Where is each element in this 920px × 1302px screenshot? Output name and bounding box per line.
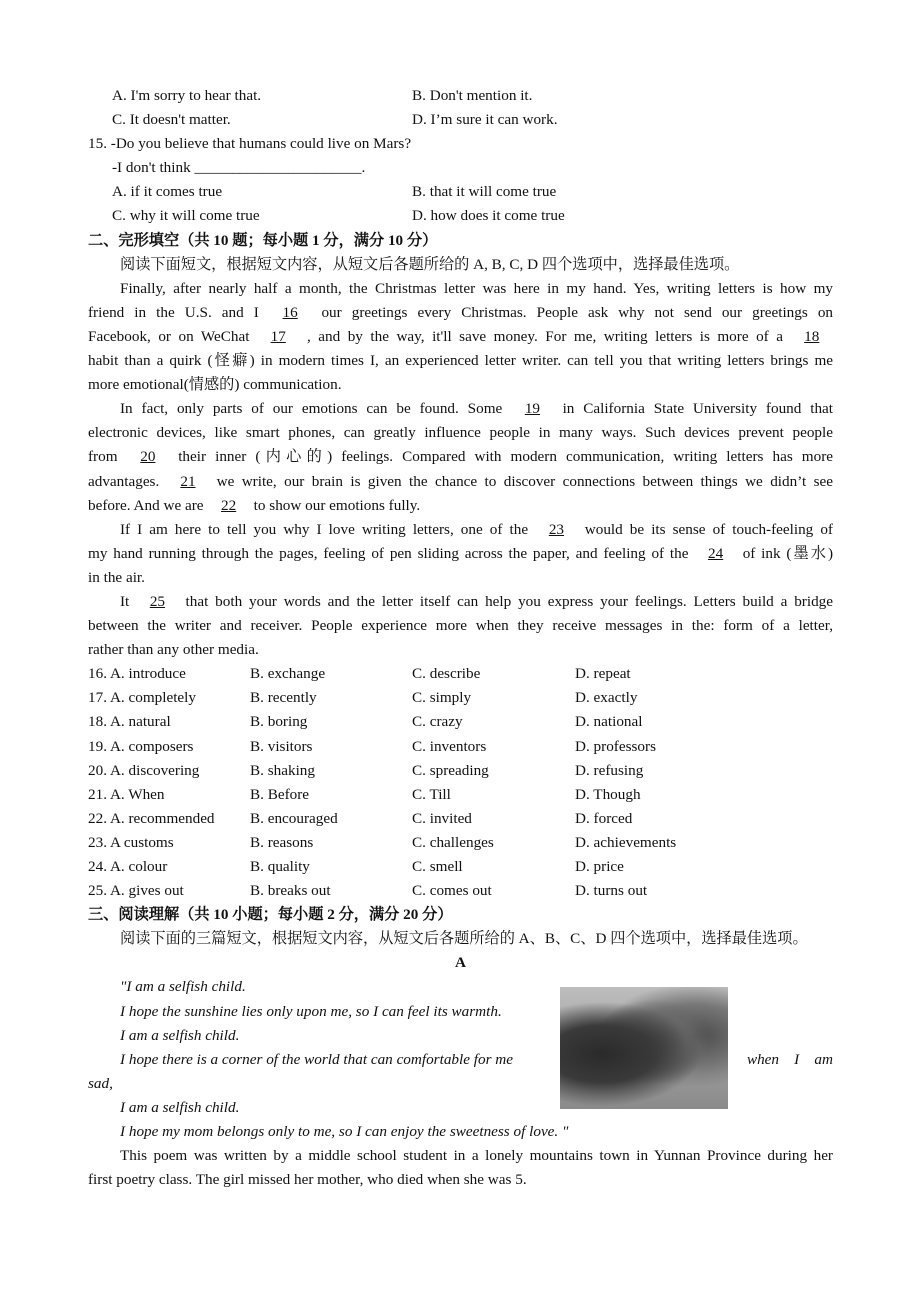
option-text: 22. A. recommended bbox=[88, 809, 215, 827]
option-row bbox=[88, 180, 833, 204]
passage-line: before. And we are 22 to show our emotions fully. bbox=[88, 496, 421, 514]
passage-line: Finally, after nearly half a month, the Christmas letter was here in my hand. Yes, writing letters is how my bbox=[120, 279, 833, 297]
cloze-option-row bbox=[88, 879, 833, 903]
poem-line: I hope there is a corner of the world that can comfortable for me when I am bbox=[88, 1048, 833, 1072]
option-text: B. quality bbox=[250, 858, 310, 875]
option-text: C. Till bbox=[412, 785, 451, 803]
option-text: B. breaks out bbox=[250, 882, 331, 900]
answer-blank: 24 bbox=[707, 544, 724, 562]
section-instruction: 阅读下面的三篇短文，根据短文内容，从短文后各题所给的 A、B、C、D 四个选项中，选择最佳选项。 bbox=[120, 930, 808, 948]
option-text: B. reasons bbox=[250, 833, 314, 851]
poem-line: "I am a selfish child. bbox=[120, 978, 246, 996]
section-instruction: 阅读下面短文，根据短文内容，从短文后各题所给的 A, B, C, D 四个选项中，选择最佳选项。 bbox=[120, 255, 740, 273]
option-text: 24. A. colour bbox=[88, 858, 168, 875]
answer-blank: 17 bbox=[270, 327, 286, 345]
option-text: B. recently bbox=[250, 689, 317, 707]
option-text: D. refusing bbox=[575, 761, 644, 779]
question-stem: 15. -Do you believe that humans could live on Mars? bbox=[88, 135, 412, 153]
section-heading: 二、完形填空（共 10 题；每小题 1 分，满分 10 分） bbox=[88, 231, 438, 249]
answer-blank: 22 bbox=[221, 496, 237, 514]
option-text: B. boring bbox=[250, 713, 308, 731]
passage-line: friend in the U.S. and I 16 our greetings every Christmas. People ask why not send our greetings on bbox=[88, 303, 833, 321]
option-text: 25. A. gives out bbox=[88, 882, 184, 900]
option-text: C. invited bbox=[412, 809, 472, 827]
cloze-option-row bbox=[88, 783, 833, 807]
option-text: 16. A. introduce bbox=[88, 665, 186, 683]
poem-line: I hope my mom belongs only to me, so I can enjoy the sweetness of love. " bbox=[120, 1123, 569, 1141]
passage-line: It 25 that both your words and the letter itself can help you express your feelings. Letters build a bridge bbox=[120, 592, 833, 610]
cloze-option-row bbox=[88, 686, 833, 710]
option-text: 19. A. composers bbox=[88, 737, 194, 755]
option-text: D. national bbox=[575, 713, 643, 731]
answer-blank: 19 bbox=[524, 400, 541, 418]
option-text: D. how does it come true bbox=[412, 207, 565, 225]
option-text: B. exchange bbox=[250, 665, 326, 683]
cloze-option-row bbox=[88, 662, 833, 686]
passage-photo bbox=[560, 987, 728, 1109]
option-text: C. challenges bbox=[412, 833, 494, 851]
passage-line: In fact, only parts of our emotions can be found. Some 19 in California State University found that bbox=[120, 400, 833, 418]
option-row bbox=[88, 84, 833, 108]
answer-blank: 21 bbox=[180, 472, 196, 490]
exam-document bbox=[88, 84, 833, 1192]
cloze-option-row bbox=[88, 831, 833, 855]
answer-blank: 18 bbox=[804, 327, 820, 345]
passage-line: rather than any other media. bbox=[88, 641, 259, 659]
option-text: C. inventors bbox=[412, 737, 487, 755]
option-text: C. comes out bbox=[412, 882, 492, 900]
section-heading: 三、阅读理解（共 10 小题；每小题 2 分，满分 20 分） bbox=[88, 906, 453, 924]
passage-label: A bbox=[455, 954, 466, 972]
option-text: D. price bbox=[575, 858, 624, 875]
option-text: A. I'm sorry to hear that. bbox=[112, 87, 262, 104]
option-text: B. that it will come true bbox=[412, 183, 557, 201]
option-row bbox=[88, 108, 833, 132]
option-text: B. visitors bbox=[250, 737, 313, 755]
passage-line: advantages. 21 we write, our brain is given the chance to discover connections between things we didn’t see bbox=[88, 472, 833, 490]
cloze-option-row bbox=[88, 710, 833, 734]
option-text: D. forced bbox=[575, 809, 633, 827]
option-text: C. crazy bbox=[412, 713, 463, 731]
passage-line: Facebook, or on WeChat 17 , and by the way, it'll save money. For me, writing letters is more of a 18 bbox=[88, 325, 833, 349]
passage-line: This poem was written by a middle school student in a lonely mountains town in Yunnan Province during her bbox=[120, 1147, 833, 1165]
passage-line: first poetry class. The girl missed her mother, who died when she was 5. bbox=[88, 1171, 527, 1189]
passage-line: from 20 their inner (内心的) feelings. Compared with modern communication, writing letters has more bbox=[88, 448, 833, 466]
passage-line: If I am here to tell you why I love writing letters, one of the 23 would be its sense of touch-feeling of bbox=[120, 520, 833, 538]
option-text: D. professors bbox=[575, 737, 656, 755]
option-text: D. turns out bbox=[575, 882, 648, 900]
answer-blank: 23 bbox=[548, 520, 565, 538]
option-text: C. simply bbox=[412, 689, 472, 707]
option-text: C. smell bbox=[412, 858, 463, 875]
answer-blank: 20 bbox=[140, 448, 156, 466]
option-text: C. spreading bbox=[412, 761, 489, 779]
option-text: B. encouraged bbox=[250, 809, 338, 827]
option-text: B. shaking bbox=[250, 761, 315, 779]
passage-line: habit than a quirk (怪癖) in modern times I, an experienced letter writer. can tell you that writing letters brings me bbox=[88, 352, 833, 370]
option-text: C. describe bbox=[412, 665, 481, 683]
option-text: 20. A. discovering bbox=[88, 761, 200, 779]
option-text: D. repeat bbox=[575, 665, 631, 683]
option-text: 23. A customs bbox=[88, 833, 174, 851]
poem-line: I am a selfish child. bbox=[120, 1026, 240, 1044]
option-row bbox=[88, 204, 833, 228]
passage-line: more emotional(情感的) communication. bbox=[88, 376, 342, 394]
option-text: 21. A. When bbox=[88, 785, 165, 803]
passage-line: my hand running through the pages, feeling of pen sliding across the paper, and feeling of the 24 of ink (墨水) bbox=[88, 544, 833, 562]
option-text: A. if it comes true bbox=[112, 183, 223, 201]
option-text: D. exactly bbox=[575, 689, 638, 707]
poem-line: I am a selfish child. bbox=[120, 1098, 240, 1116]
passage-line: in the air. bbox=[88, 568, 145, 586]
poem-line-tail: when I am bbox=[746, 1050, 833, 1068]
answer-blank: 25 bbox=[149, 592, 165, 610]
option-text: C. why it will come true bbox=[112, 207, 260, 225]
answer-line: -I don't think ______________________. bbox=[112, 159, 366, 177]
answer-blank: 16 bbox=[282, 303, 298, 321]
poem-line: I hope the sunshine lies only upon me, so I can feel its warmth. bbox=[120, 1002, 502, 1020]
option-text: D. achievements bbox=[575, 833, 677, 851]
passage-line: electronic devices, like smart phones, can greatly influence people in many ways. Such devices prevent people bbox=[88, 424, 833, 442]
cloze-option-row bbox=[88, 759, 833, 783]
option-text: 17. A. completely bbox=[88, 689, 196, 707]
option-text: D. Though bbox=[575, 785, 641, 803]
option-text: B. Don't mention it. bbox=[412, 87, 533, 104]
option-text: B. Before bbox=[250, 785, 310, 803]
cloze-option-row bbox=[88, 855, 833, 879]
cloze-option-row bbox=[88, 807, 833, 831]
option-text: D. I’m sure it can work. bbox=[412, 111, 558, 129]
passage-line: between the writer and receiver. People experience more when they receive messages in the: form of a letter, bbox=[88, 617, 833, 635]
cloze-option-row bbox=[88, 735, 833, 759]
option-text: 18. A. natural bbox=[88, 713, 171, 731]
option-text: C. It doesn't matter. bbox=[112, 111, 231, 129]
poem-line: sad, bbox=[88, 1074, 113, 1092]
